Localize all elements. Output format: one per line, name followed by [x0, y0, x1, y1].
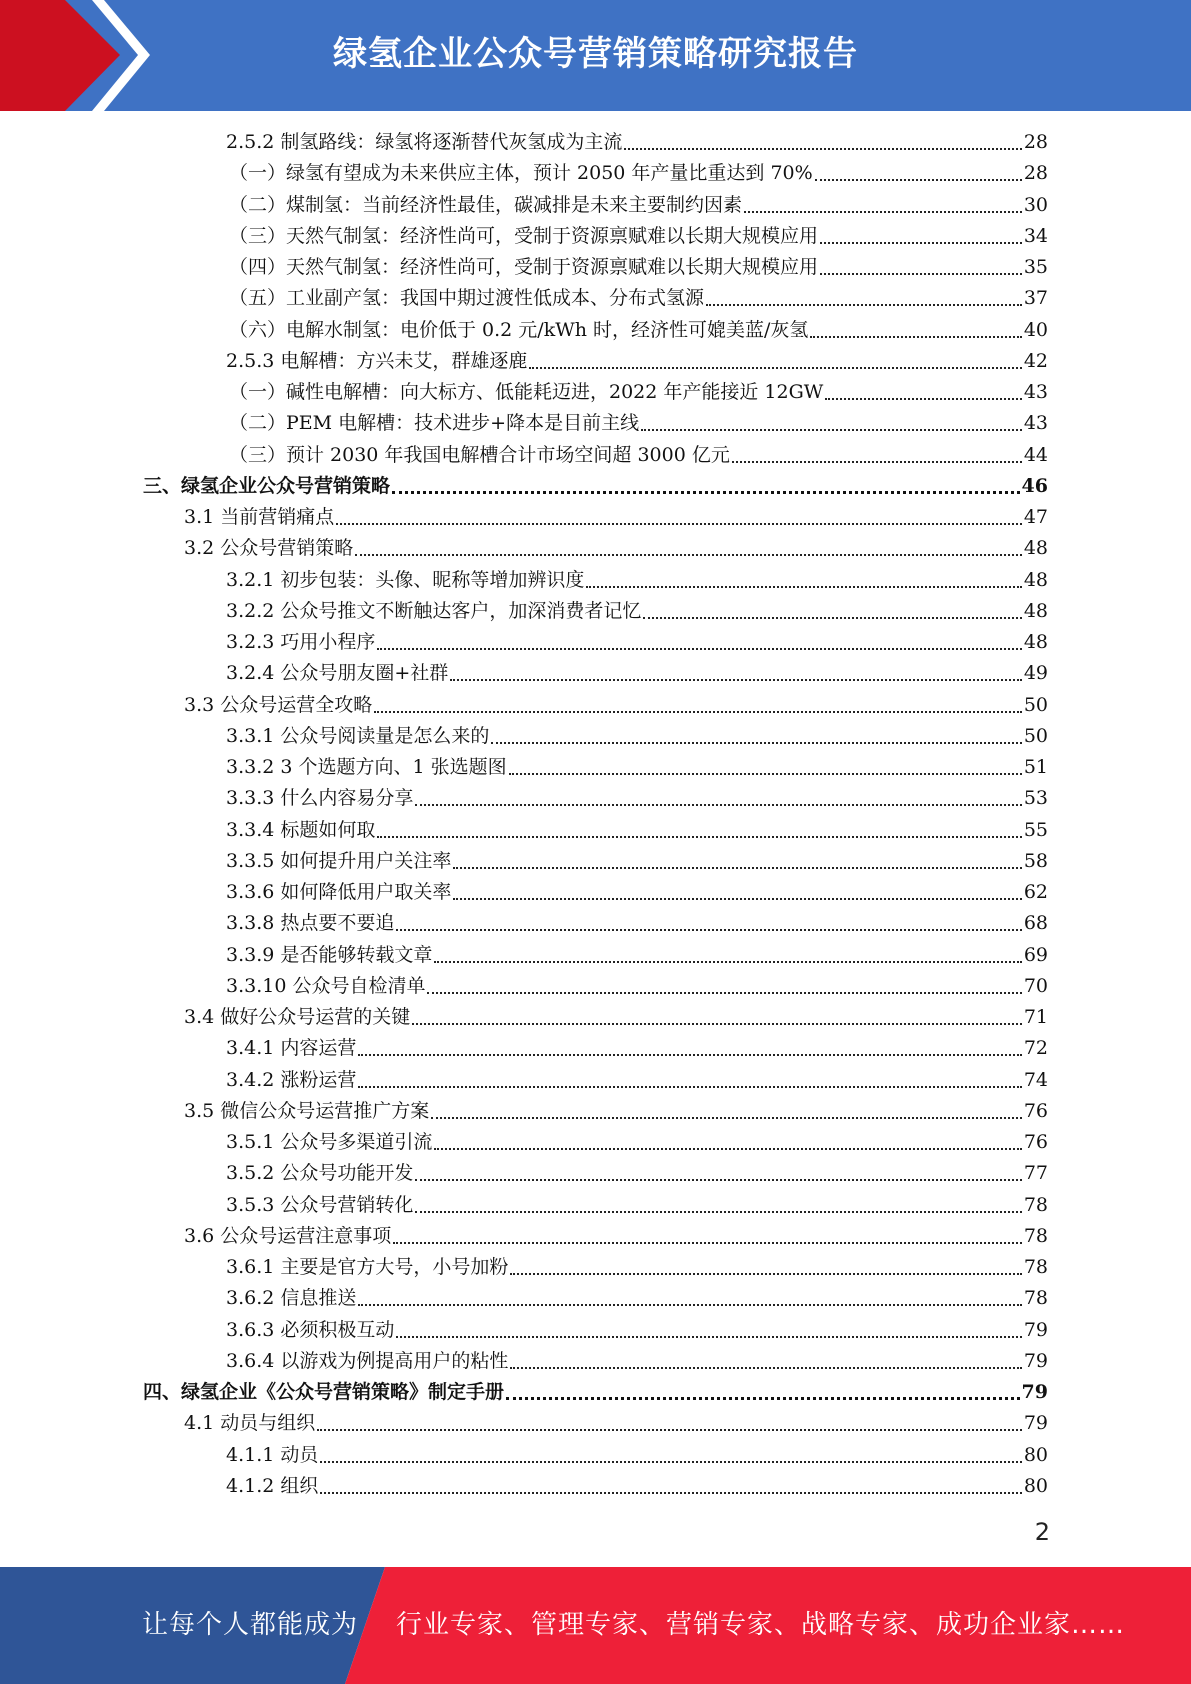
toc-entry[interactable]	[184, 502, 1048, 533]
toc-entry-title: 四、绿氢企业《公众号营销策略》制定手册	[143, 1381, 505, 1403]
toc-entry-page: 51	[1023, 756, 1048, 778]
toc-entry[interactable]	[226, 1127, 1048, 1158]
toc-dot-leader	[392, 491, 1020, 494]
toc-entry-page: 72	[1023, 1037, 1048, 1060]
toc-entry[interactable]	[143, 1377, 1048, 1408]
toc-entry[interactable]	[226, 627, 1048, 658]
toc-entry-page: 44	[1023, 443, 1048, 466]
toc-entry-title: （一）碱性电解槽：向大标方、低能耗迈进，2022 年产能接近 12GW	[229, 381, 824, 403]
toc-entry-title: （五）工业副产氢：我国中期过渡性低成本、分布式氢源	[229, 287, 705, 310]
toc-entry-page: 70	[1023, 974, 1048, 997]
toc-entry-page: 30	[1023, 193, 1048, 216]
toc-entry[interactable]	[226, 908, 1048, 939]
toc-entry[interactable]	[229, 315, 1048, 346]
toc-entry[interactable]	[226, 1065, 1048, 1096]
toc-dot-leader	[317, 1429, 1022, 1431]
toc-entry-page: 69	[1023, 943, 1048, 966]
toc-entry[interactable]	[184, 1096, 1048, 1127]
toc-entry-title: 3.3.5 如何提升用户关注率	[226, 849, 452, 872]
toc-entry[interactable]	[226, 1158, 1048, 1189]
toc-entry-title: （四）天然气制氢：经济性尚可，受制于资源禀赋难以长期大规模应用	[229, 256, 819, 278]
toc-entry-page: 48	[1023, 631, 1048, 653]
toc-entry-page: 48	[1023, 568, 1048, 591]
toc-entry-page: 79	[1023, 1318, 1048, 1341]
toc-entry[interactable]	[226, 783, 1048, 814]
toc-dot-leader	[810, 336, 1021, 338]
toc-entry[interactable]	[226, 1283, 1048, 1314]
toc-entry-title: 3.2.2 公众号推文不断触达客户，加深消费者记忆	[226, 599, 642, 622]
toc-entry-page: 55	[1023, 818, 1048, 841]
toc-dot-leader	[336, 523, 1022, 525]
toc-entry-page: 78	[1023, 1193, 1048, 1216]
toc-entry-title: 3.2.3 巧用小程序	[226, 631, 376, 653]
toc-entry[interactable]	[229, 408, 1048, 439]
toc-entry-title: 2.5.3 电解槽：方兴未艾，群雄逐鹿	[226, 349, 528, 372]
toc-entry-title: 3.4.2 涨粉运营	[226, 1068, 357, 1091]
toc-entry[interactable]	[226, 846, 1048, 877]
toc-entry-page: 34	[1023, 224, 1048, 247]
toc-entry-title: 3.6.1 主要是官方大号，小号加粉	[226, 1256, 509, 1278]
toc-entry-page: 53	[1023, 787, 1048, 810]
toc-entry-title: 3.3.1 公众号阅读量是怎么来的	[226, 724, 490, 747]
toc-entry-title: 3.3.4 标题如何取	[226, 818, 376, 841]
toc-entry[interactable]	[184, 1002, 1048, 1033]
toc-dot-leader	[529, 367, 1021, 369]
toc-entry-title: 3.5.1 公众号多渠道引流	[226, 1131, 433, 1153]
toc-entry-title: 3.3.10 公众号自检清单	[226, 974, 426, 997]
toc-entry-title: 3.5.3 公众号营销转化	[226, 1193, 414, 1216]
toc-entry-title: （二）PEM 电解槽：技术进步+降本是目前主线	[229, 412, 640, 435]
toc-entry[interactable]	[226, 721, 1048, 752]
toc-entry-page: 77	[1023, 1162, 1048, 1185]
toc-entry-page: 48	[1023, 537, 1048, 560]
page-header	[0, 0, 1191, 111]
toc-entry-title: 3.2 公众号营销策略	[184, 537, 354, 560]
toc-dot-leader	[431, 1117, 1022, 1119]
toc-entry-page: 50	[1023, 693, 1048, 716]
toc-entry[interactable]	[184, 1408, 1048, 1439]
toc-entry-page: 68	[1023, 912, 1048, 935]
toc-entry[interactable]	[226, 815, 1048, 846]
toc-entry[interactable]	[226, 346, 1048, 377]
toc-entry-title: 3.6 公众号运营注意事项	[184, 1224, 392, 1247]
toc-dot-leader	[706, 304, 1022, 306]
toc-entry-title: 3.1 当前营销痛点	[184, 506, 335, 528]
toc-entry-title: 3.3.3 什么内容易分享	[226, 787, 414, 810]
toc-dot-leader	[358, 1086, 1021, 1088]
footer-slogan-right: 行业专家、管理专家、营销专家、战略专家、成功企业家……	[396, 1610, 1126, 1640]
toc-entry-title: 4.1.2 组织	[226, 1474, 319, 1497]
toc-entry-page: 42	[1023, 349, 1048, 372]
toc-entry[interactable]	[226, 596, 1048, 627]
toc-dot-leader	[510, 1367, 1021, 1369]
toc-entry-page: 28	[1023, 162, 1048, 185]
toc-entry-page: 43	[1023, 381, 1048, 403]
toc-dot-leader	[506, 1397, 1020, 1400]
toc-entry[interactable]	[226, 1346, 1048, 1377]
toc-entry[interactable]	[143, 471, 1048, 502]
toc-dot-leader	[453, 898, 1021, 900]
toc-entry-title: 3.4.1 内容运营	[226, 1037, 357, 1060]
toc-entry-page: 40	[1023, 318, 1048, 341]
toc-dot-leader	[641, 429, 1022, 431]
toc-entry-page: 79	[1021, 1381, 1048, 1403]
toc-entry-title: （六）电解水制氢：电价低于 0.2 元/kWh 时，经济性可媲美蓝/灰氢	[229, 318, 809, 341]
toc-dot-leader	[820, 242, 1022, 244]
toc-entry[interactable]	[229, 377, 1048, 408]
toc-entry-page: 80	[1023, 1443, 1048, 1466]
toc-dot-leader	[355, 554, 1022, 556]
toc-entry-title: 3.5.2 公众号功能开发	[226, 1162, 414, 1185]
toc-entry-page: 49	[1023, 662, 1048, 685]
toc-dot-leader	[491, 742, 1021, 744]
toc-entry[interactable]	[226, 1252, 1048, 1283]
page-footer	[0, 1567, 1191, 1684]
toc-dot-leader	[820, 273, 1022, 275]
toc-dot-leader	[358, 1304, 1021, 1306]
toc-entry[interactable]	[229, 283, 1048, 314]
toc-entry-title: （二）煤制氢：当前经济性最佳，碳减排是未来主要制约因素	[229, 193, 743, 216]
toc-entry-title: （一）绿氢有望成为未来供应主体，预计 2050 年产量比重达到 70%	[229, 162, 813, 185]
toc-dot-leader	[396, 1336, 1021, 1338]
toc-dot-leader	[396, 929, 1021, 931]
toc-entry-title: 4.1 动员与组织	[184, 1412, 316, 1435]
toc-dot-leader	[450, 679, 1022, 681]
toc-dot-leader	[320, 1461, 1021, 1463]
toc-entry-title: 3.6.2 信息推送	[226, 1287, 357, 1310]
page-number: 2	[1034, 1518, 1050, 1546]
toc-entry-page: 62	[1023, 881, 1048, 903]
toc-entry-title: 3.2.4 公众号朋友圈+社群	[226, 662, 449, 685]
toc-entry[interactable]	[226, 1033, 1048, 1064]
toc-entry-page: 47	[1023, 506, 1048, 528]
toc-entry-page: 48	[1023, 599, 1048, 622]
toc-dot-leader	[377, 648, 1021, 650]
footer-slogan-left: 让每个人都能成为	[142, 1610, 359, 1640]
toc-entry-title: （三）预计 2030 年我国电解槽合计市场空间超 3000 亿元	[229, 443, 730, 466]
toc-dot-leader	[377, 836, 1021, 838]
toc-dot-leader	[825, 398, 1021, 400]
toc-dot-leader	[434, 1148, 1021, 1150]
toc-entry-page: 80	[1023, 1474, 1048, 1497]
toc-entry[interactable]	[226, 940, 1048, 971]
toc-dot-leader	[815, 179, 1022, 181]
toc-dot-leader	[393, 1242, 1022, 1244]
toc-dot-leader	[434, 961, 1021, 963]
toc-dot-leader	[744, 211, 1022, 213]
toc-dot-leader	[453, 867, 1021, 869]
toc-entry-page: 76	[1023, 1131, 1048, 1153]
toc-entry-page: 79	[1023, 1349, 1048, 1372]
toc-entry-page: 71	[1023, 1006, 1048, 1028]
toc-entry[interactable]	[184, 533, 1048, 564]
toc-entry-page: 79	[1023, 1412, 1048, 1435]
toc-dot-leader	[320, 1492, 1021, 1494]
toc-entry[interactable]	[226, 1190, 1048, 1221]
toc-dot-leader	[510, 1273, 1021, 1275]
toc-entry-title: 4.1.1 动员	[226, 1443, 319, 1466]
toc-entry[interactable]	[226, 752, 1048, 783]
toc-dot-leader	[643, 617, 1021, 619]
toc-entry-title: 3.3.6 如何降低用户取关率	[226, 881, 452, 903]
toc-entry[interactable]	[226, 971, 1048, 1002]
toc-entry-page: 74	[1023, 1068, 1048, 1091]
toc-entry-title: 3.4 做好公众号运营的关键	[184, 1006, 411, 1028]
toc-dot-leader	[374, 711, 1022, 713]
toc-entry[interactable]	[226, 127, 1048, 158]
toc-entry[interactable]	[226, 658, 1048, 689]
toc-entry-title: （三）天然气制氢：经济性尚可，受制于资源禀赋难以长期大规模应用	[229, 224, 819, 247]
toc-dot-leader	[732, 461, 1022, 463]
toc-entry[interactable]	[226, 1471, 1048, 1502]
toc-entry[interactable]	[229, 221, 1048, 252]
toc-entry-title: 3.6.4 以游戏为例提高用户的粘性	[226, 1349, 509, 1372]
toc-entry-page: 46	[1021, 474, 1048, 497]
toc-entry-title: 3.2.1 初步包装：头像、昵称等增加辨识度	[226, 568, 585, 591]
toc-entry-page: 28	[1023, 131, 1048, 153]
toc-entry-title: 3.3.2 3 个选题方向、1 张选题图	[226, 756, 507, 778]
toc-entry-page: 78	[1023, 1256, 1048, 1278]
toc-dot-leader	[415, 1211, 1021, 1213]
toc-entry-title: 3.3.9 是否能够转载文章	[226, 943, 433, 966]
toc-entry-page: 78	[1023, 1224, 1048, 1247]
toc-entry-page: 58	[1023, 849, 1048, 872]
toc-entry-title: 2.5.2 制氢路线：绿氢将逐渐替代灰氢成为主流	[226, 131, 623, 153]
toc-entry-title: 3.3.8 热点要不要追	[226, 912, 395, 935]
toc-dot-leader	[415, 804, 1021, 806]
toc-entry-page: 76	[1023, 1099, 1048, 1122]
toc-dot-leader	[427, 992, 1021, 994]
toc-entry-page: 35	[1023, 256, 1048, 278]
toc-entry[interactable]	[226, 565, 1048, 596]
toc-entry-page: 43	[1023, 412, 1048, 435]
toc-dot-leader	[586, 586, 1021, 588]
toc-dot-leader	[415, 1179, 1021, 1181]
toc-entry[interactable]	[184, 690, 1048, 721]
toc-entry[interactable]	[229, 252, 1048, 283]
toc-entry[interactable]	[226, 1440, 1048, 1471]
toc-entry-title: 三、绿氢企业公众号营销策略	[143, 474, 391, 497]
toc-dot-leader	[412, 1023, 1022, 1025]
toc-entry-page: 37	[1023, 287, 1048, 310]
toc-dot-leader	[358, 1054, 1021, 1056]
toc-entry-page: 78	[1023, 1287, 1048, 1310]
toc-entry-page: 50	[1023, 724, 1048, 747]
document-title: 绿氢企业公众号营销策略研究报告	[333, 34, 858, 74]
toc-entry[interactable]	[229, 158, 1048, 189]
toc-dot-leader	[624, 148, 1021, 150]
toc-entry[interactable]	[226, 1315, 1048, 1346]
toc-dot-leader	[509, 773, 1022, 775]
toc-entry-title: 3.6.3 必须积极互动	[226, 1318, 395, 1341]
toc-entry[interactable]	[229, 190, 1048, 221]
toc-entry-title: 3.3 公众号运营全攻略	[184, 693, 373, 716]
toc-entry[interactable]	[184, 1221, 1048, 1252]
toc-entry-title: 3.5 微信公众号运营推广方案	[184, 1099, 430, 1122]
toc-entry[interactable]	[229, 440, 1048, 471]
toc-entry[interactable]	[226, 877, 1048, 908]
